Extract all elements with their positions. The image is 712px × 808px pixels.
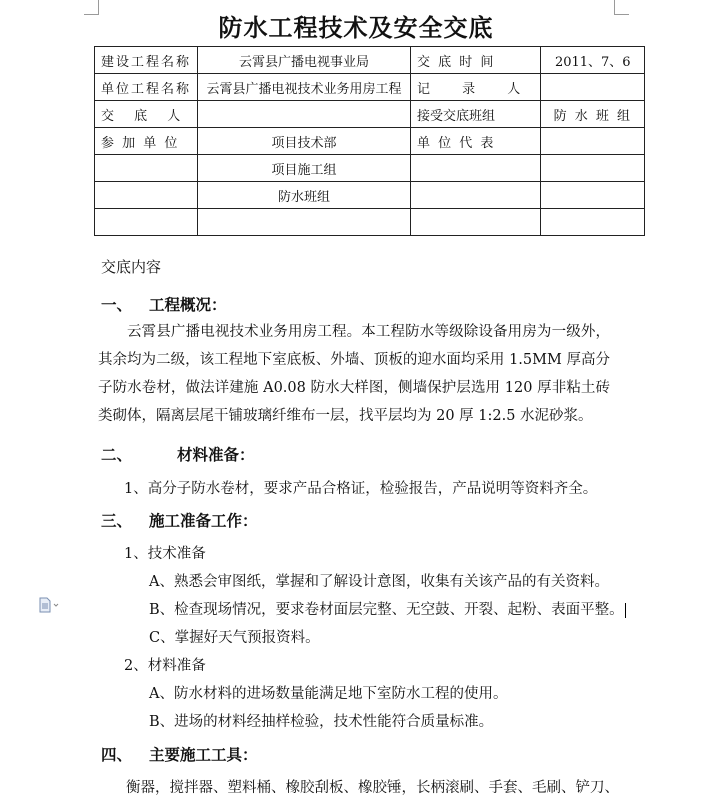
table-cell: 记 录 人 <box>411 74 541 101</box>
list-item: A、防水材料的进场数量能满足地下室防水工程的使用。 <box>149 686 508 702</box>
section-title: 主要施工工具： <box>149 745 258 764</box>
table-cell: 参 加 单 位 <box>95 128 198 155</box>
table-cell: 交 底 人 <box>95 101 198 128</box>
section-heading <box>101 293 227 315</box>
table-cell <box>95 155 198 182</box>
section-number: 四、 <box>101 745 133 764</box>
table-row <box>95 182 645 209</box>
info-table <box>94 46 645 236</box>
table-row <box>95 74 645 101</box>
list-item-text: B、检查现场情况，要求卷材面层完整、无空鼓、开裂、起粉、表面平整。 <box>149 602 624 618</box>
table-cell: 云霄县广播电视事业局 <box>198 47 411 74</box>
table-cell: 单位工程名称 <box>95 74 198 101</box>
table-cell: 云霄县广播电视技术业务用房工程 <box>198 74 411 101</box>
table-cell <box>95 209 198 236</box>
table-cell <box>411 155 541 182</box>
table-cell <box>95 182 198 209</box>
table-cell: 接受交底班组 <box>411 101 541 128</box>
table-cell <box>541 128 645 155</box>
table-row <box>95 209 645 236</box>
table-cell <box>541 155 645 182</box>
table-cell <box>411 182 541 209</box>
list-item: C、掌握好天气预报资料。 <box>149 630 320 646</box>
content-heading: 交底内容 <box>101 258 162 276</box>
table-cell <box>541 182 645 209</box>
section-title: 工程概况： <box>149 295 227 314</box>
table-row <box>95 128 645 155</box>
list-item: 1、高分子防水卷材，要求产品合格证，检验报告，产品说明等资料齐全。 <box>124 481 598 497</box>
document-title: 防水工程技术及安全交底 <box>218 13 494 42</box>
table-cell <box>541 74 645 101</box>
list-item: B、进场的材料经抽样检验，技术性能符合质量标准。 <box>149 714 494 730</box>
section-number: 二、 <box>101 445 133 464</box>
table-cell <box>198 101 411 128</box>
list-item: A、熟悉会审图纸，掌握和了解设计意图，收集有关该产品的有关资料。 <box>149 574 609 590</box>
table-cell: 项目技术部 <box>198 128 411 155</box>
section-number: 一、 <box>101 295 133 314</box>
list-item: 1、技术准备 <box>124 546 206 562</box>
table-row <box>95 101 645 128</box>
table-cell: 交 底 时 间 <box>411 47 541 74</box>
table-cell <box>541 209 645 236</box>
table-cell: 单 位 代 表 <box>411 128 541 155</box>
table-cell: 防 水 班 组 <box>541 101 645 128</box>
table-cell: 项目施工组 <box>198 155 411 182</box>
section-title: 材料准备： <box>177 445 255 464</box>
table-cell: 2011、7、6 <box>541 47 645 74</box>
section-heading <box>101 443 255 465</box>
section-heading <box>101 509 258 531</box>
document-icon[interactable] <box>38 597 60 613</box>
section-title: 施工准备工作： <box>149 511 258 530</box>
section-number: 三、 <box>101 511 133 530</box>
table-cell <box>411 209 541 236</box>
text-cursor <box>625 603 626 618</box>
tools-line: 衡器，搅拌器、塑料桶、橡胶刮板、橡胶锤，长柄滚刷、手套、毛刷、铲刀、 <box>126 780 619 796</box>
list-item: 2、材料准备 <box>124 658 206 674</box>
table-cell: 建设工程名称 <box>95 47 198 74</box>
table-cell: 防水班组 <box>198 182 411 209</box>
table-row <box>95 47 645 74</box>
list-item <box>149 598 626 619</box>
table-row <box>95 155 645 182</box>
overview-paragraph: 云霄县广播电视技术业务用房工程。本工程防水等级除设备用房为一级外，其余均为二级，该工程地下室底板、外墙、顶板的迎水面均采用 1.5MM 厚高分子防水卷材，做法详建施 A0.08 防水大样图，侧墙保护层选用 120 厚非粘土砖类砌体，隔离层尾干铺玻璃纤维布一层，找平层均为 20 厚 1:2.5 水泥砂浆。 <box>98 324 610 424</box>
section-heading <box>101 743 258 765</box>
table-cell <box>198 209 411 236</box>
